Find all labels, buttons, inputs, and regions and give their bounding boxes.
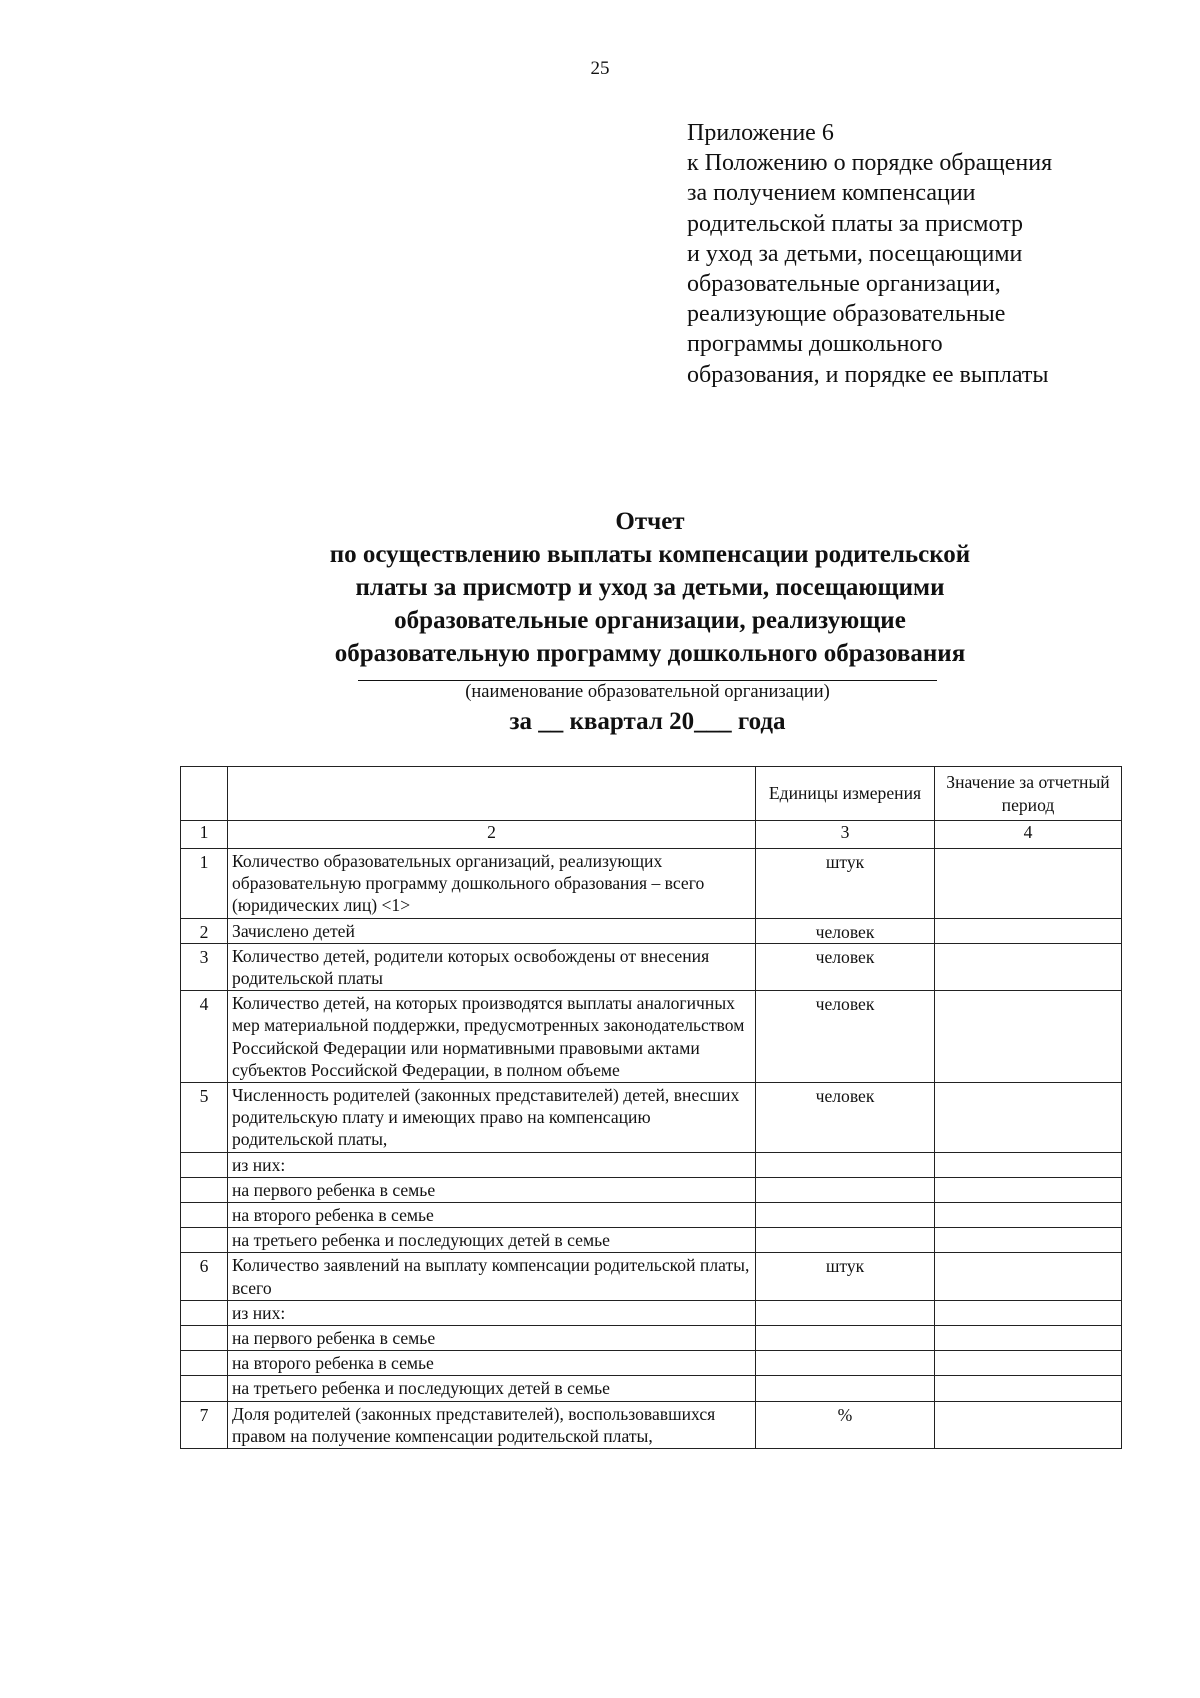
unit-cell: человек: [756, 1083, 935, 1153]
row-number-cell: [181, 1351, 228, 1376]
indicator-cell: Количество детей, родители которых освобождены от внесения родительской платы: [228, 943, 756, 990]
table-row: [181, 1300, 1122, 1325]
appendix-line: Приложение 6: [687, 120, 834, 146]
index-cell: 4: [935, 821, 1122, 849]
value-cell[interactable]: [935, 1152, 1122, 1177]
unit-cell: %: [756, 1401, 935, 1448]
table-row: [181, 849, 1122, 919]
table-row: [181, 1376, 1122, 1401]
table-row: [181, 1203, 1122, 1228]
table-row: [181, 1177, 1122, 1202]
row-number-cell: 2: [181, 918, 228, 943]
indicator-cell: Численность родителей (законных представителей) детей, внесших родительскую плату и имеющих право на компенсацию родительской платы,: [228, 1083, 756, 1153]
unit-cell: [756, 1152, 935, 1177]
unit-cell: [756, 1228, 935, 1253]
row-number-cell: [181, 1177, 228, 1202]
page-number: 25: [590, 58, 610, 79]
unit-cell: [756, 1376, 935, 1401]
table-header-row: [181, 767, 1122, 821]
unit-cell: [756, 1177, 935, 1202]
indicator-cell: из них:: [228, 1300, 756, 1325]
unit-cell: [756, 1351, 935, 1376]
value-cell[interactable]: [935, 991, 1122, 1083]
row-number-cell: 3: [181, 943, 228, 990]
header-cell-unit: Единицы измерения: [756, 767, 935, 821]
value-cell[interactable]: [935, 1326, 1122, 1351]
table-row: [181, 1351, 1122, 1376]
value-cell[interactable]: [935, 1351, 1122, 1376]
report-title-line: образовательные организации, реализующие: [394, 607, 906, 634]
table-row: [181, 991, 1122, 1083]
row-number-cell: [181, 1300, 228, 1325]
appendix-line: образовательные организации,: [687, 271, 1001, 298]
row-number-cell: 7: [181, 1401, 228, 1448]
report-table-body: [181, 767, 1122, 1449]
unit-cell: [756, 1300, 935, 1325]
value-cell[interactable]: [935, 1253, 1122, 1300]
table-row: [181, 1326, 1122, 1351]
appendix-line: образования, и порядке ее выплаты: [687, 361, 1049, 388]
indicator-cell: на первого ребенка в семье: [228, 1177, 756, 1202]
report-title-line: образовательную программу дошкольного образования: [334, 640, 966, 667]
unit-cell: штук: [756, 1253, 935, 1300]
unit-cell: [756, 1326, 935, 1351]
table-index-row: [181, 821, 1122, 849]
value-cell[interactable]: [935, 1177, 1122, 1202]
reporting-period: за __ квартал 20___ года: [509, 708, 786, 735]
appendix-line: программы дошкольного: [687, 331, 943, 358]
table-row: [181, 1228, 1122, 1253]
report-title-line: платы за присмотр и уход за детьми, посещающими: [355, 574, 945, 601]
indicator-cell: из них:: [228, 1152, 756, 1177]
header-cell-number: [181, 767, 228, 821]
indicator-cell: на второго ребенка в семье: [228, 1351, 756, 1376]
indicator-cell: Количество детей, на которых производятся выплаты аналогичных мер материальной поддержки, предусмотренных законодательством Российской Федерации или нормативными правовыми актами субъектов Российской Федерации, в полном объеме: [228, 991, 756, 1083]
index-cell: 1: [181, 821, 228, 849]
value-cell[interactable]: [935, 1376, 1122, 1401]
row-number-cell: 5: [181, 1083, 228, 1153]
header-cell-indicator: [228, 767, 756, 821]
appendix-line: к Положению о порядке обращения: [687, 150, 1053, 177]
index-cell: 2: [228, 821, 756, 849]
row-number-cell: [181, 1228, 228, 1253]
organization-caption: (наименование образовательной организации): [465, 682, 830, 702]
appendix-reference: [687, 118, 1052, 390]
indicator-cell: Количество заявлений на выплату компенсации родительской платы, всего: [228, 1253, 756, 1300]
header-cell-value: Значение за отчетный период: [935, 767, 1122, 821]
indicator-cell: на третьего ребенка и последующих детей в семье: [228, 1228, 756, 1253]
appendix-line: реализующие образовательные: [687, 301, 1006, 328]
report-title-line: по осуществлению выплаты компенсации родительской: [329, 541, 971, 568]
indicator-cell: на первого ребенка в семье: [228, 1326, 756, 1351]
indicator-cell: на второго ребенка в семье: [228, 1203, 756, 1228]
indicator-cell: Зачислено детей: [228, 918, 756, 943]
organization-name-blank[interactable]: [358, 680, 937, 681]
row-number-cell: [181, 1376, 228, 1401]
value-cell[interactable]: [935, 918, 1122, 943]
row-number-cell: [181, 1203, 228, 1228]
appendix-line: за получением компенсации: [687, 180, 976, 207]
unit-cell: штук: [756, 849, 935, 919]
value-cell[interactable]: [935, 1228, 1122, 1253]
unit-cell: человек: [756, 943, 935, 990]
appendix-line: родительской платы за присмотр: [687, 210, 1023, 237]
value-cell[interactable]: [935, 943, 1122, 990]
value-cell[interactable]: [935, 1300, 1122, 1325]
indicator-cell: Количество образовательных организаций, реализующих образовательную программу дошкольного образования – всего (юридических лиц) <1>: [228, 849, 756, 919]
table-row: [181, 1401, 1122, 1448]
row-number-cell: [181, 1152, 228, 1177]
report-title-line: Отчет: [615, 508, 685, 535]
indicator-cell: на третьего ребенка и последующих детей в семье: [228, 1376, 756, 1401]
table-row: [181, 918, 1122, 943]
row-number-cell: 1: [181, 849, 228, 919]
unit-cell: человек: [756, 918, 935, 943]
report-title: [0, 505, 1200, 670]
appendix-line: и уход за детьми, посещающими: [687, 240, 1023, 267]
value-cell[interactable]: [935, 1203, 1122, 1228]
row-number-cell: 6: [181, 1253, 228, 1300]
table-row: [181, 943, 1122, 990]
row-number-cell: 4: [181, 991, 228, 1083]
value-cell[interactable]: [935, 849, 1122, 919]
value-cell[interactable]: [935, 1083, 1122, 1153]
report-table: [180, 766, 1122, 1449]
table-row: [181, 1253, 1122, 1300]
table-row: [181, 1152, 1122, 1177]
value-cell[interactable]: [935, 1401, 1122, 1448]
row-number-cell: [181, 1326, 228, 1351]
unit-cell: [756, 1203, 935, 1228]
unit-cell: человек: [756, 991, 935, 1083]
indicator-cell: Доля родителей (законных представителей), воспользовавшихся правом на получение компенсации родительской платы,: [228, 1401, 756, 1448]
table-row: [181, 1083, 1122, 1153]
index-cell: 3: [756, 821, 935, 849]
